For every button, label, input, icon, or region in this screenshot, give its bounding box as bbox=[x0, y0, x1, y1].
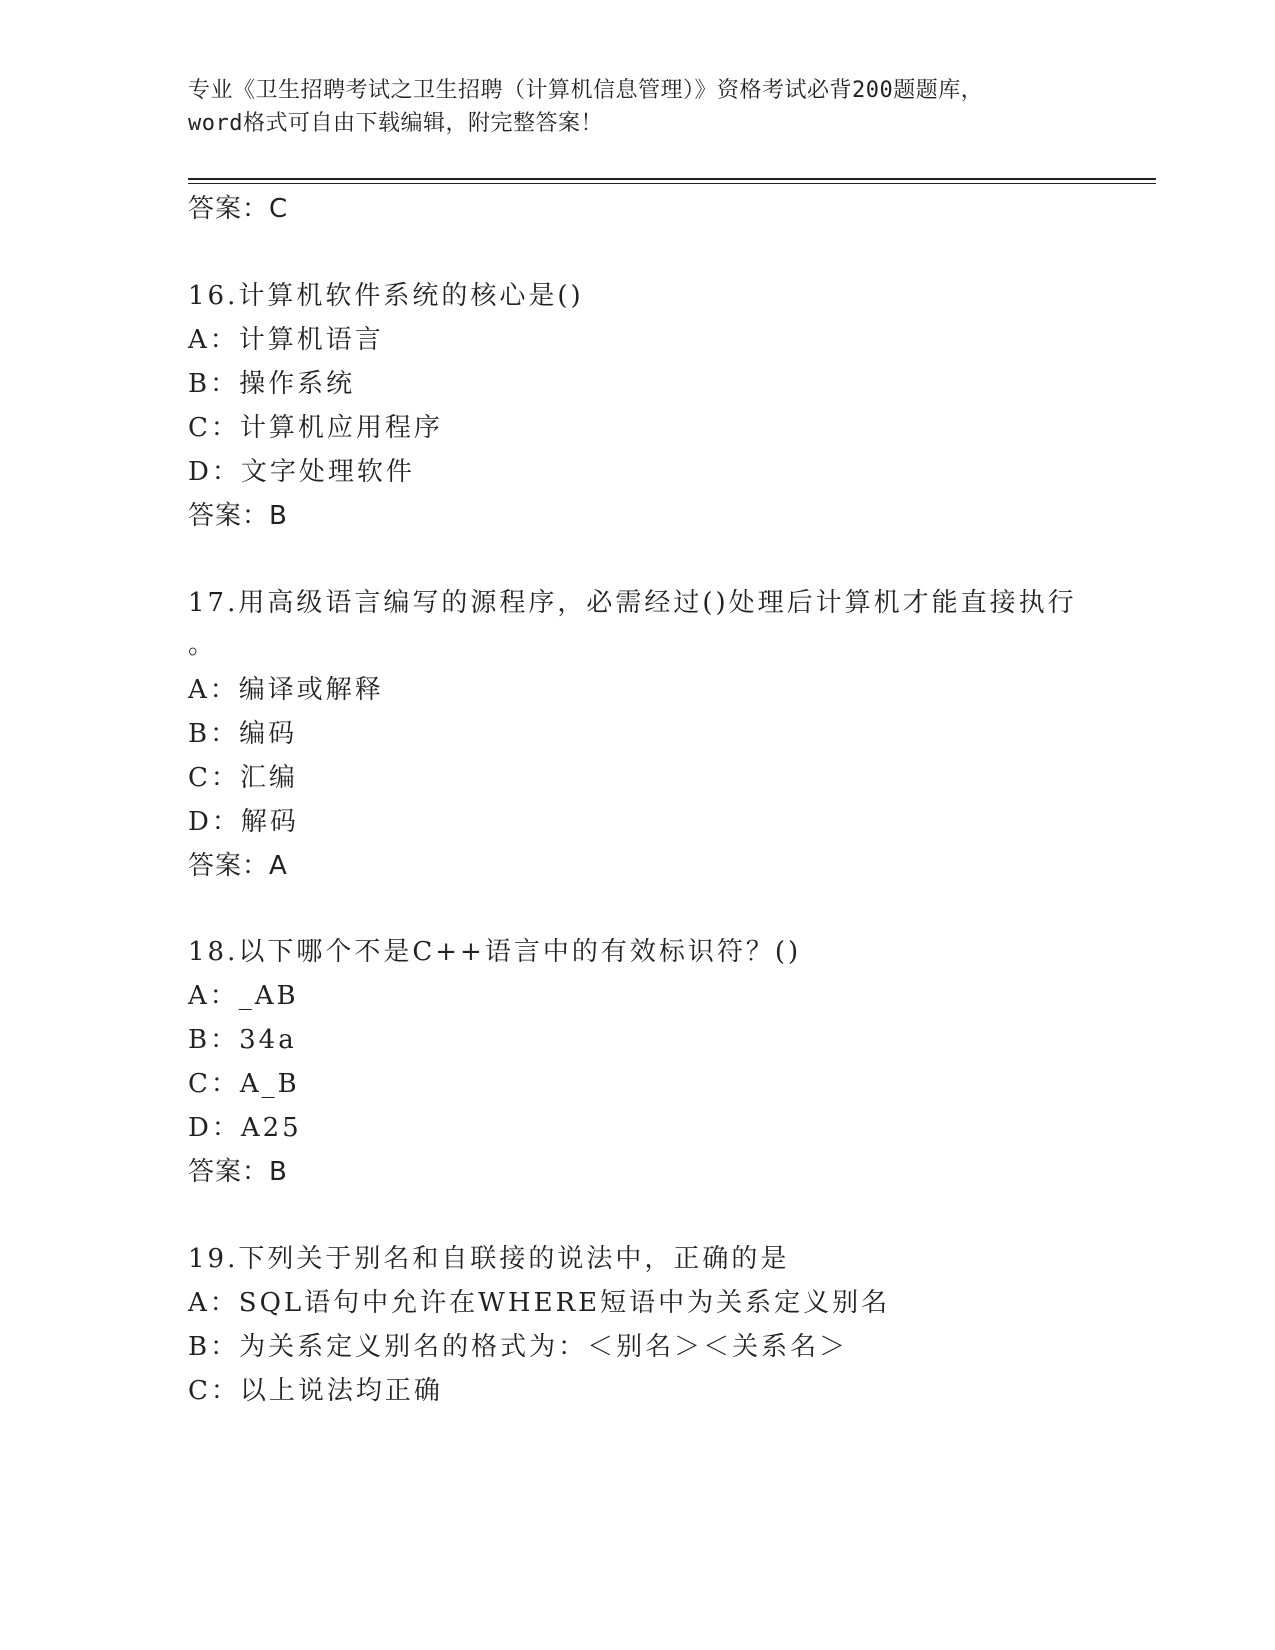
question-19-option-c: C：以上说法均正确 bbox=[188, 1376, 443, 1406]
question-16-option-c: C：计算机应用程序 bbox=[188, 413, 443, 443]
question-19-option-a: A：SQL语句中允许在WHERE短语中为关系定义别名 bbox=[188, 1288, 891, 1318]
previous-answer: 答案：C bbox=[188, 194, 289, 224]
question-18-option-b: B：34a bbox=[188, 1025, 297, 1055]
question-17-option-a: A：编译或解释 bbox=[188, 675, 384, 705]
question-19-option-b: B：为关系定义别名的格式为：＜别名＞＜关系名＞ bbox=[188, 1332, 849, 1362]
question-17-option-b: B：编码 bbox=[188, 719, 298, 749]
question-18-option-c: C：A_B bbox=[188, 1069, 300, 1099]
question-18-answer: 答案：B bbox=[188, 1157, 288, 1187]
question-19-stem: 19.下列关于别名和自联接的说法中，正确的是 bbox=[188, 1244, 790, 1274]
question-18-option-a: A：_AB bbox=[188, 981, 299, 1011]
question-17-option-c: C：汇编 bbox=[188, 763, 298, 793]
header-line-1: 专业《卫生招聘考试之卫生招聘（计算机信息管理）》资格考试必背200题题库， bbox=[188, 78, 984, 103]
question-17-option-d: D：解码 bbox=[188, 807, 299, 837]
question-17-answer: 答案：A bbox=[188, 851, 288, 881]
question-16-option-d: D：文字处理软件 bbox=[188, 457, 415, 487]
question-16-option-b: B：操作系统 bbox=[188, 369, 356, 399]
header-rule-thick bbox=[188, 178, 1156, 180]
question-18-stem: 18.以下哪个不是C++语言中的有效标识符？() bbox=[188, 937, 802, 967]
question-16-option-a: A：计算机语言 bbox=[188, 325, 384, 355]
question-16-stem: 16.计算机软件系统的核心是() bbox=[188, 281, 584, 311]
header-rule-thin bbox=[188, 183, 1156, 184]
question-16-answer: 答案：B bbox=[188, 501, 288, 531]
header-line-2: word格式可自由下载编辑，附完整答案！ bbox=[188, 111, 603, 136]
document-header bbox=[188, 74, 1088, 140]
question-18-option-d: D：A25 bbox=[188, 1113, 302, 1143]
question-17-stem-continuation: 。 bbox=[188, 630, 218, 660]
question-17-stem: 17.用高级语言编写的源程序，必需经过()处理后计算机才能直接执行 bbox=[188, 588, 1077, 618]
